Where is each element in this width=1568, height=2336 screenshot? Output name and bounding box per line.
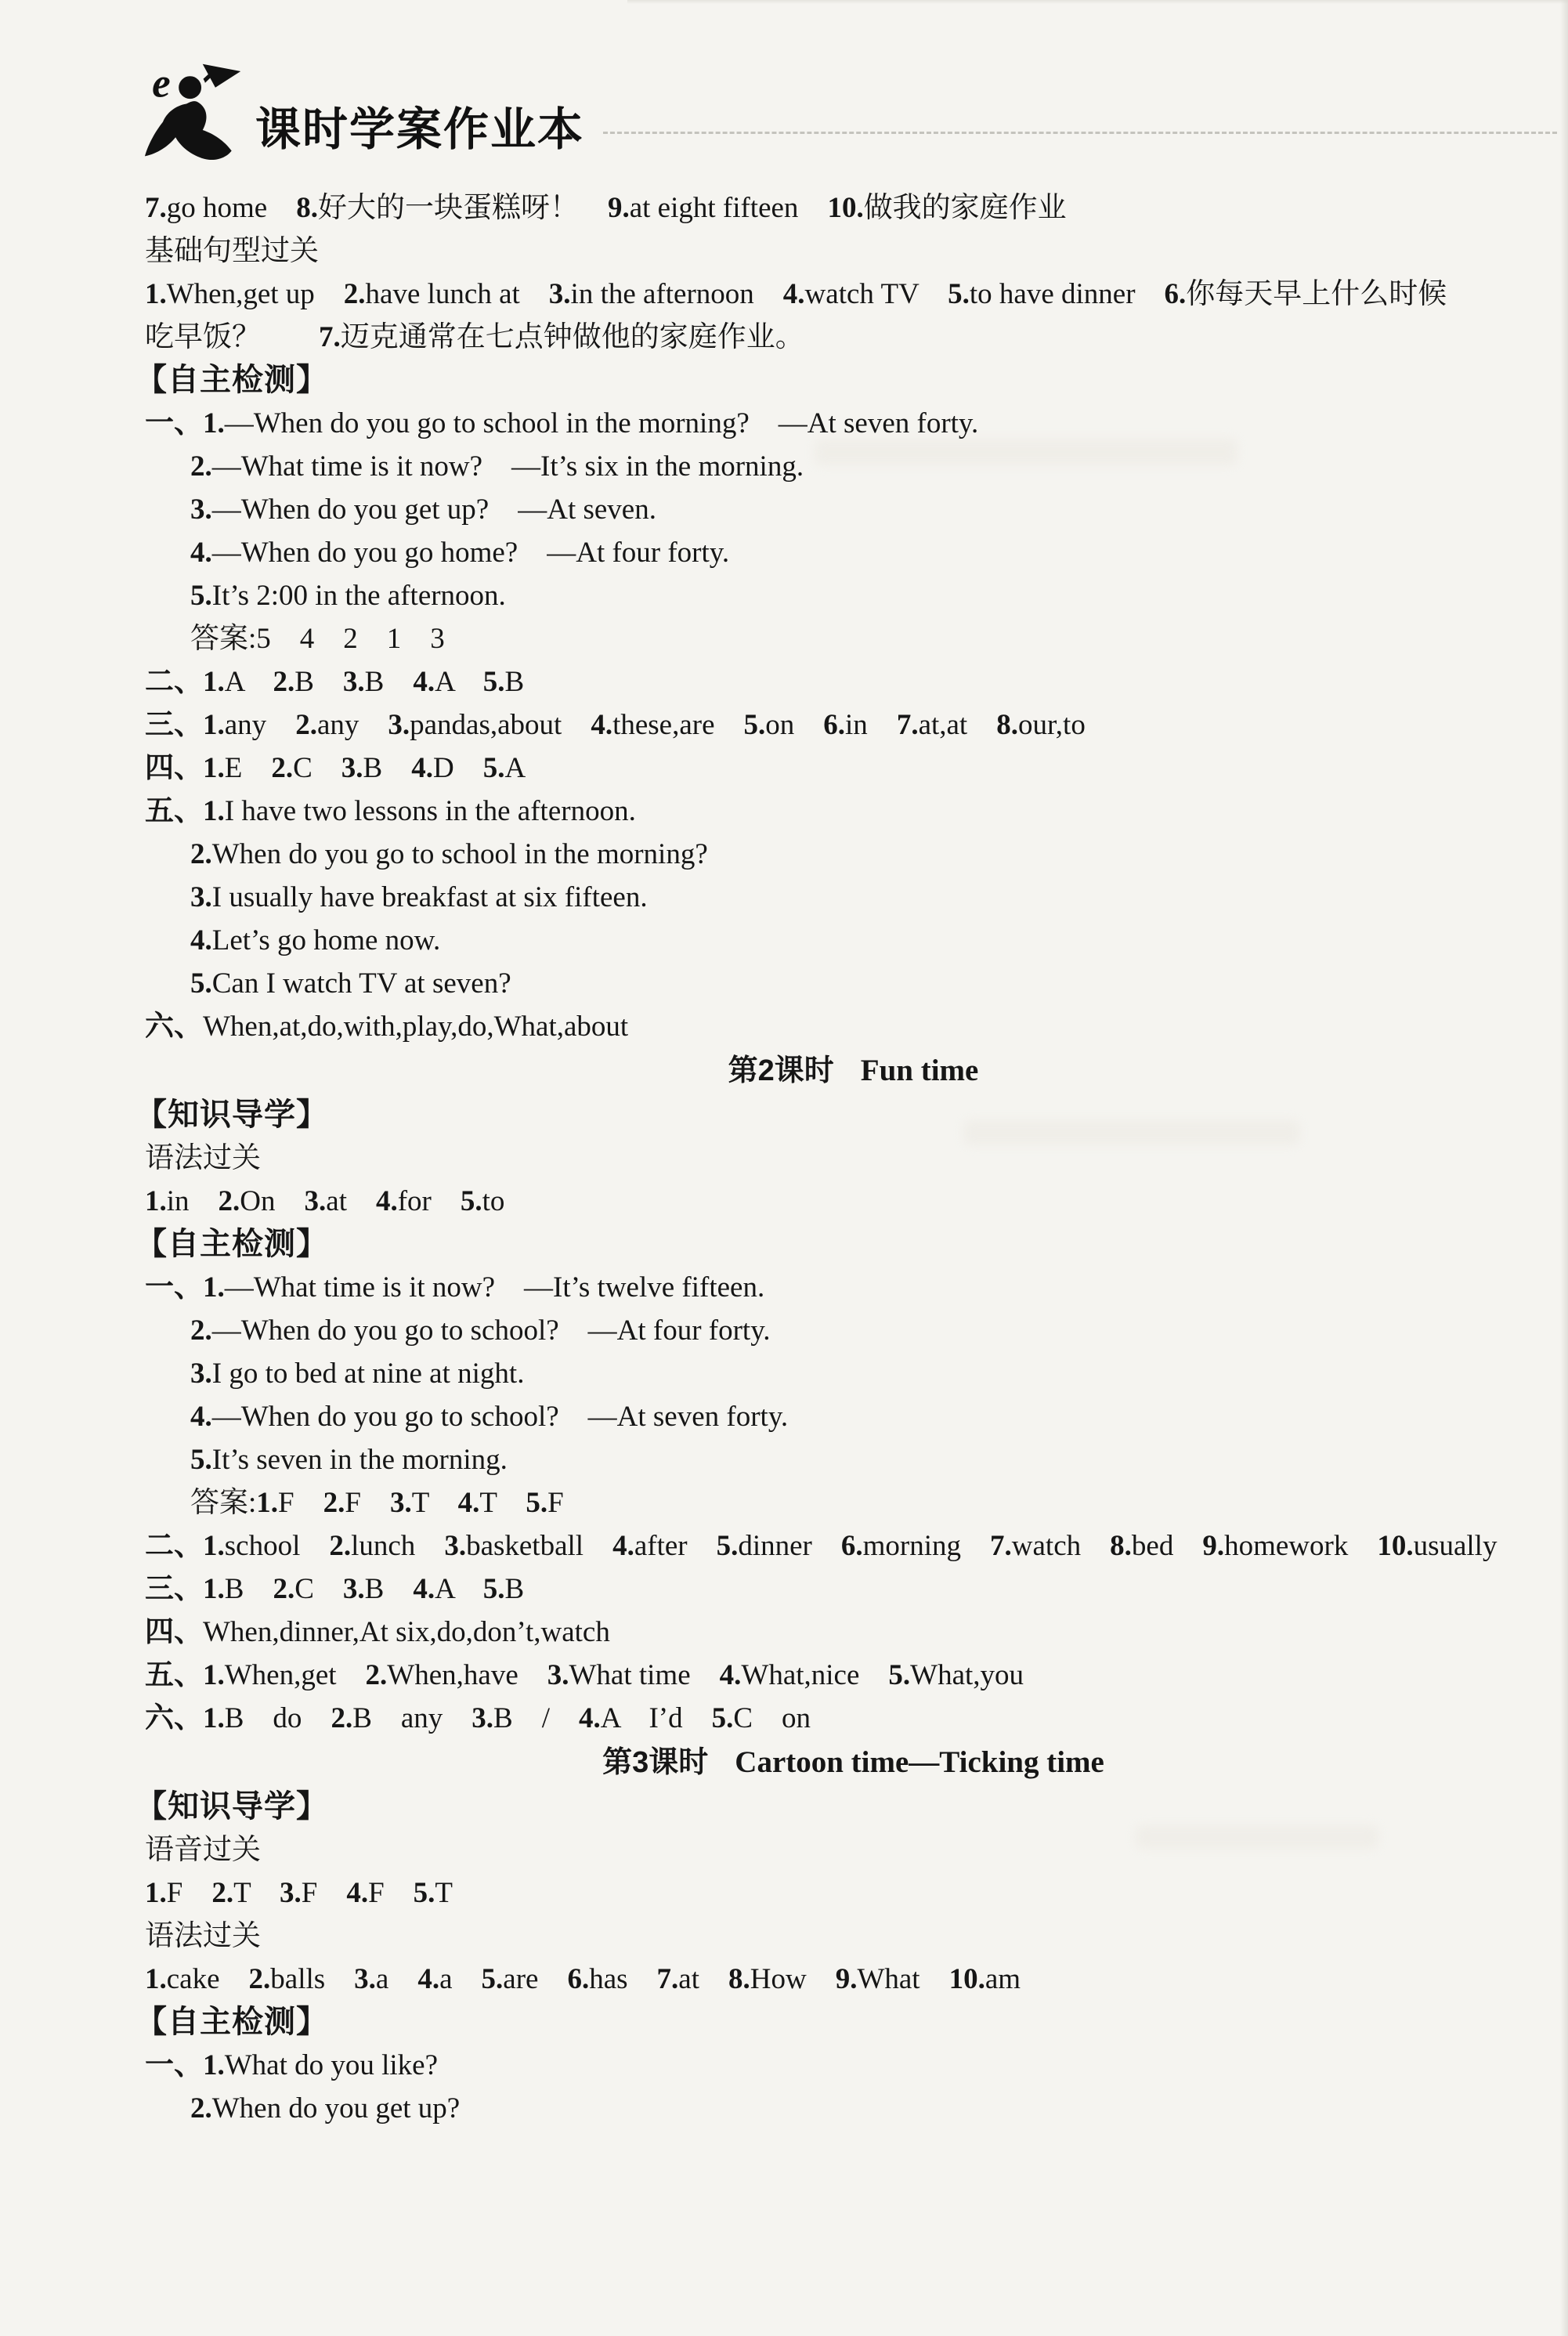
- answer-line: 五、1.When,get 2.When,have 3.What time 4.What,nice 5.What,you: [145, 1659, 1024, 1691]
- section-header: 【自主检测】: [135, 1227, 328, 1261]
- subsection-title: 语音过关: [145, 1834, 261, 1866]
- answer-line: 一、1.—When do you go to school in the morning? —At seven forty.: [145, 407, 979, 439]
- answer-line: 3.—When do you get up? —At seven.: [190, 494, 656, 526]
- subsection-title: 语法过关: [145, 1920, 261, 1952]
- answer-line: 六、1.B do 2.B any 3.B / 4.A I’d 5.C on: [145, 1702, 811, 1734]
- answer-line: 4.—When do you go to school? —At seven forty.: [190, 1401, 789, 1433]
- answer-line: 四、When,dinner,At six,do,don’t,watch: [145, 1616, 610, 1648]
- answer-line: 4.—When do you go home? —At four forty.: [190, 537, 730, 569]
- answer-line: 答案:1.F 2.F 3.T 4.T 5.F: [190, 1487, 564, 1519]
- lesson-number: 第2课时: [728, 1054, 834, 1087]
- answer-line: 3.I usually have breakfast at six fifteen.: [190, 881, 648, 913]
- answer-line: 吃早饭？ 7.迈克通常在七点钟做他的家庭作业。: [145, 321, 804, 353]
- answer-line: 三、1.B 2.C 3.B 4.A 5.B: [145, 1573, 525, 1605]
- lesson-number: 第3课时: [602, 1746, 709, 1779]
- answer-line: 2.When do you go to school in the morning?: [190, 838, 708, 870]
- answer-line: 7.go home 8.好大的一块蛋糕呀！ 9.at eight fifteen 10.做我的家庭作业: [145, 192, 1067, 224]
- lesson-heading: [145, 1048, 1562, 1094]
- answer-line: 五、1.I have two lessons in the afternoon.: [145, 795, 636, 827]
- answer-line: 2.When do you get up?: [190, 2092, 461, 2124]
- logo-text: 课时学案作业本: [255, 104, 585, 155]
- answer-line: 一、1.What do you like?: [145, 2049, 439, 2081]
- subsection-title: 语法过关: [145, 1142, 261, 1174]
- lesson-title: Fun time: [860, 1054, 979, 1087]
- lesson-heading: [145, 1740, 1562, 1785]
- answer-key-content: [135, 186, 1562, 2130]
- header-dotted-rule: [603, 132, 1557, 134]
- answer-line: 1.cake 2.balls 3.a 4.a 5.are 6.has 7.at 8.How 9.What 10.am: [145, 1963, 1021, 1995]
- section-header: 【知识导学】: [135, 1789, 328, 1824]
- subsection-title: 基础句型过关: [145, 235, 319, 267]
- logo-figure-icon: [139, 55, 257, 176]
- svg-text:e: e: [152, 60, 171, 107]
- answer-line: 六、When,at,do,with,play,do,What,about: [145, 1011, 629, 1043]
- section-header: 【知识导学】: [135, 1097, 328, 1132]
- scan-top-shadow: [627, 0, 1568, 4]
- lesson-title: Cartoon time—Ticking time: [735, 1745, 1104, 1779]
- answer-line: 2.—What time is it now? —It’s six in the morning.: [190, 450, 804, 483]
- answer-line: 1.F 2.T 3.F 4.F 5.T: [145, 1877, 453, 1909]
- section-header: 【自主检测】: [135, 363, 328, 397]
- answer-line: 答案:5 4 2 1 3: [190, 623, 445, 655]
- answer-line: 一、1.—What time is it now? —It’s twelve fifteen.: [145, 1271, 765, 1304]
- answer-line: 三、1.any 2.any 3.pandas,about 4.these,are 5.on 6.in 7.at,at 8.our,to: [145, 709, 1086, 741]
- answer-line: 1.in 2.On 3.at 4.for 5.to: [145, 1185, 505, 1217]
- answer-line: 5.It’s 2:00 in the afternoon.: [190, 580, 506, 612]
- answer-line: 1.When,get up 2.have lunch at 3.in the afternoon 4.watch TV 5.to have dinner 6.你每天早上什么时候: [145, 278, 1447, 310]
- answer-line: 2.—When do you go to school? —At four forty.: [190, 1314, 771, 1347]
- answer-line: 四、1.E 2.C 3.B 4.D 5.A: [145, 752, 526, 784]
- answer-line: 5.It’s seven in the morning.: [190, 1444, 508, 1476]
- answer-line: 二、1.A 2.B 3.B 4.A 5.B: [145, 666, 525, 698]
- answer-line: 3.I go to bed at nine at night.: [190, 1358, 525, 1390]
- answer-line: 5.Can I watch TV at seven?: [190, 967, 511, 1000]
- answer-line: 4.Let’s go home now.: [190, 924, 441, 956]
- section-header: 【自主检测】: [135, 2005, 328, 2039]
- answer-line: 二、1.school 2.lunch 3.basketball 4.after 5.dinner 6.morning 7.watch 8.bed 9.homework 10.usually: [145, 1530, 1498, 1562]
